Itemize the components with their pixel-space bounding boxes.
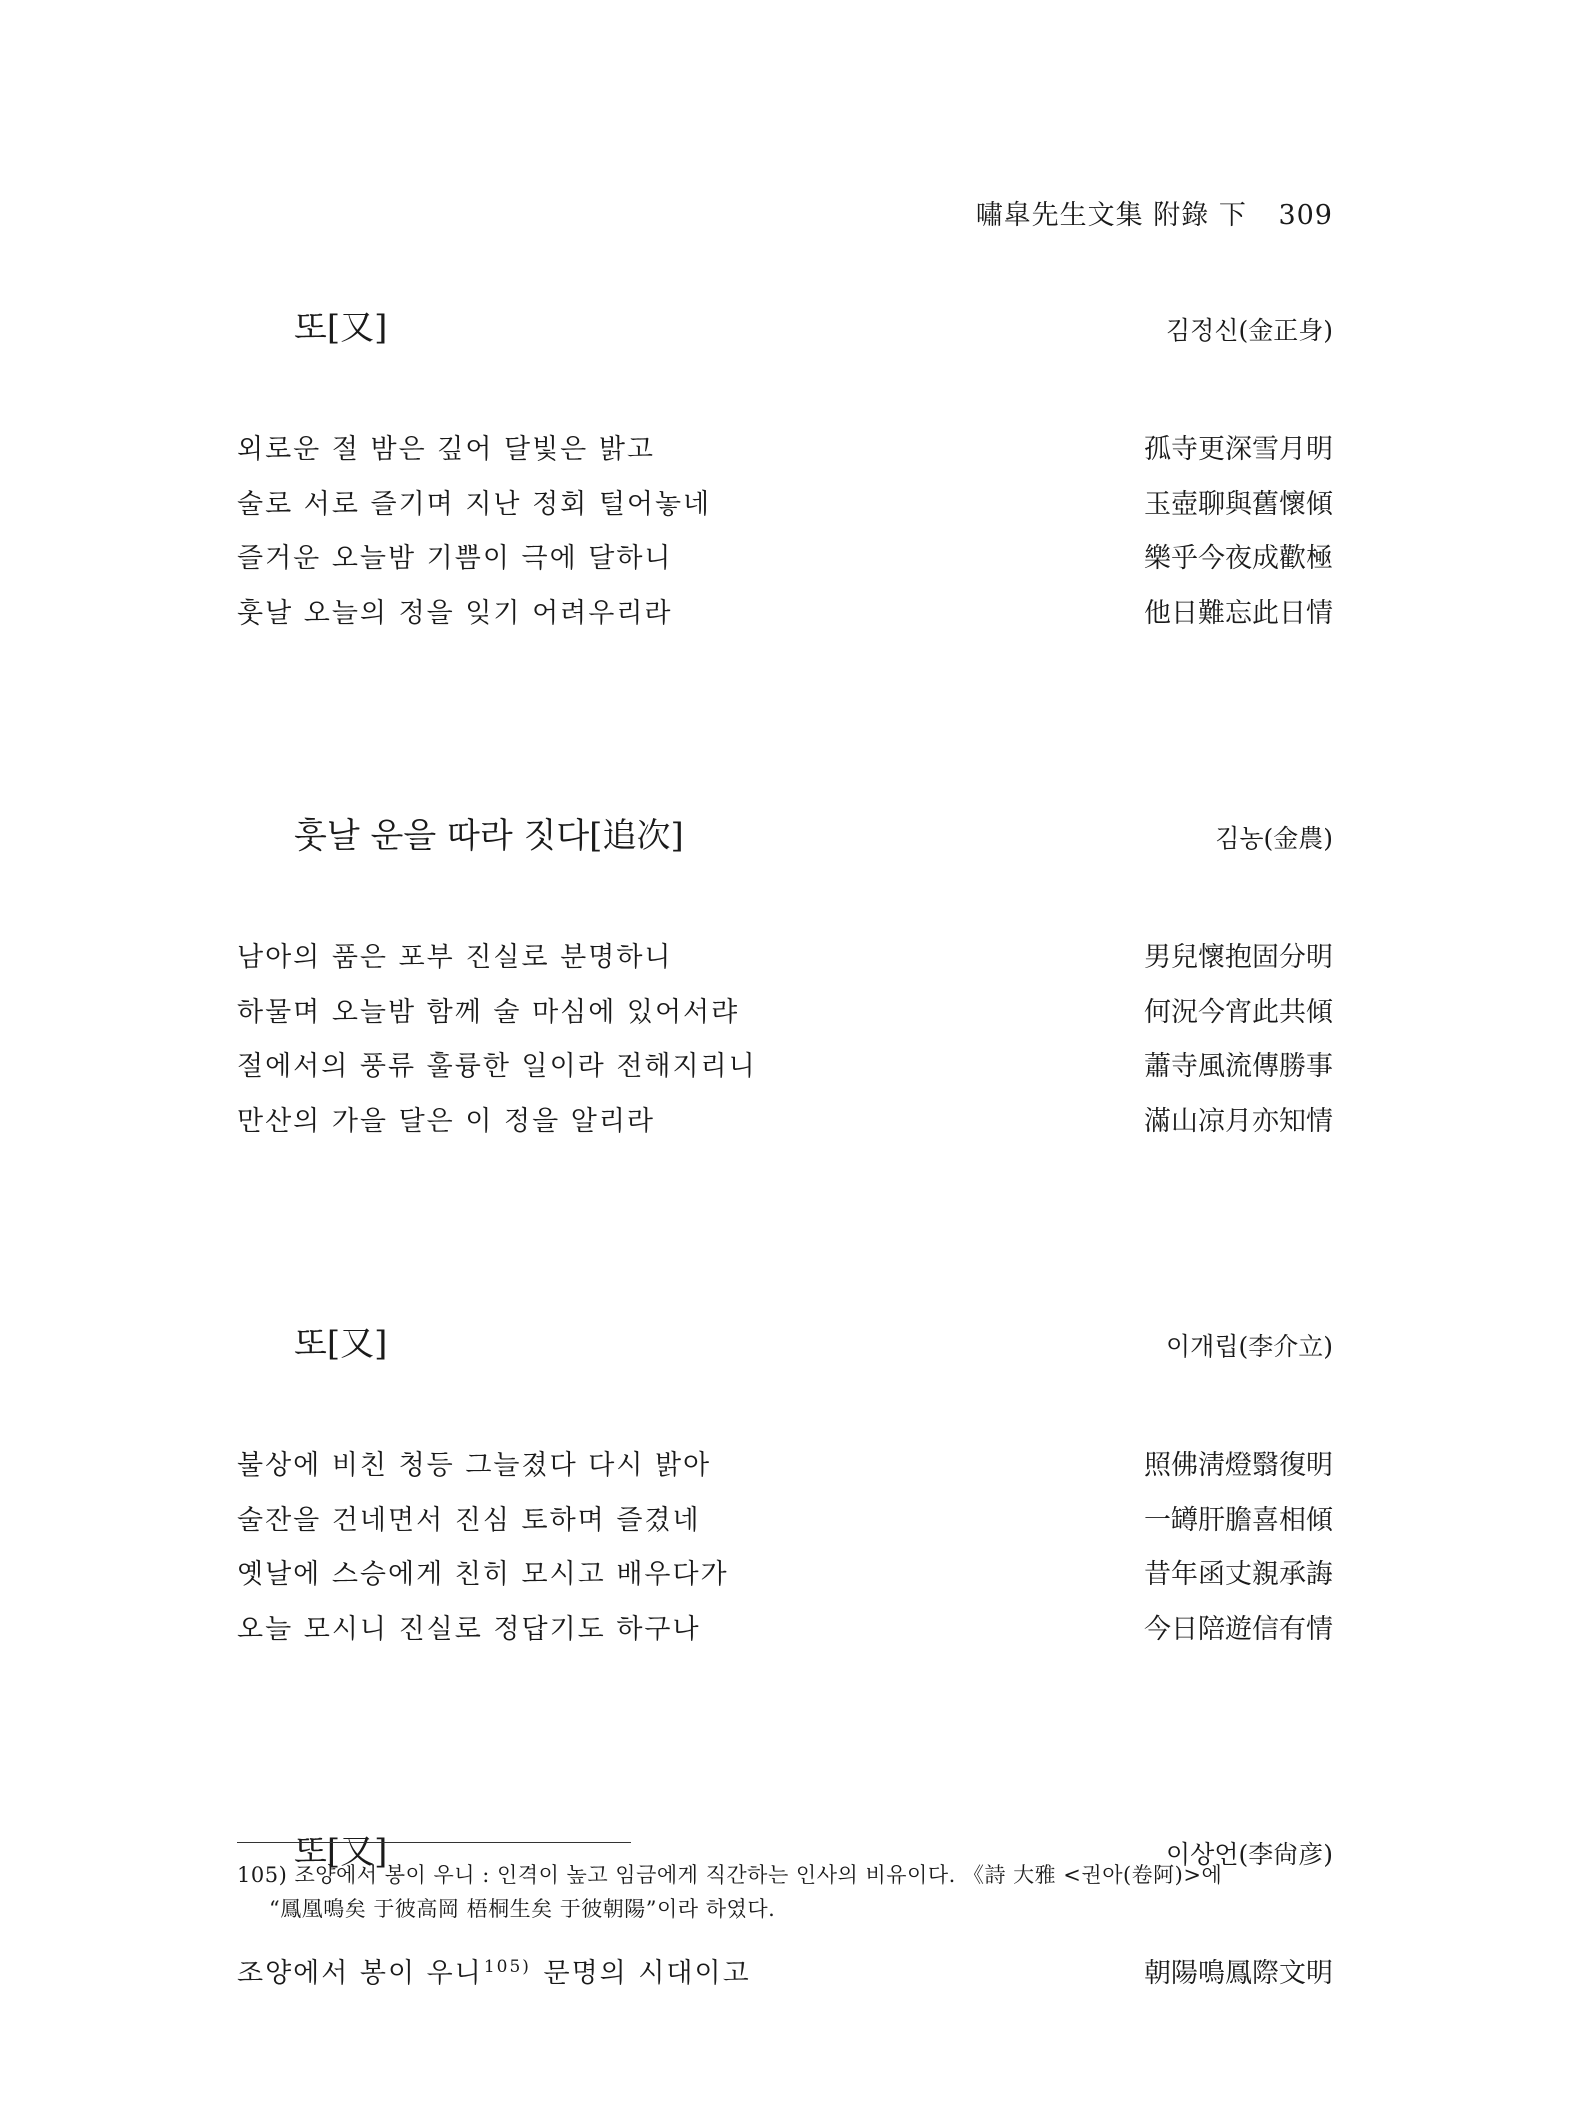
page-number: 309 [1278,200,1333,231]
running-head-title: 嘯皐先生文集 附錄 下 [975,200,1247,231]
poem-line [237,1498,1333,1553]
poem-lines [237,935,1333,1153]
poem-line [237,482,1333,537]
chinese-original: 玉壺聊與舊懷傾 [1144,488,1333,520]
poem-line [237,591,1333,646]
poem-section-2 [237,808,1333,1153]
footnote-line: “鳳凰鳴矣 于彼高岡 梧桐生矣 于彼朝陽”이라 하였다. [269,1897,776,1921]
korean-translation: 외로운 절 밤은 깊어 달빛은 밝고 [237,434,655,465]
korean-translation: 절에서의 풍류 훌륭한 일이라 전해지리니 [237,1051,757,1082]
poem-header [237,1316,1333,1376]
poem-header [237,808,1333,868]
poem-title: 또[又] [294,1324,388,1364]
footnote [237,1858,1333,1926]
chinese-original: 今日陪遊信有情 [1144,1613,1333,1645]
poem-line [237,536,1333,591]
poem-title: 훗날 운을 따라 짓다[追次] [294,816,684,856]
poem-line [237,935,1333,990]
chinese-original: 他日難忘此日情 [1144,597,1333,629]
poem-line [237,427,1333,482]
poem-author: 김농(金農) [1215,824,1333,853]
footnote-reference: 105) [483,1957,531,1977]
chinese-original: 朝陽鳴鳳際文明 [1144,1958,1333,1989]
page-body [237,300,1333,2006]
korean-translation [237,1951,751,1990]
korean-text: 문명의 시대이고 [532,1958,751,1989]
korean-translation: 훗날 오늘의 정을 잊기 어려우리라 [237,597,673,629]
poem-author: 김정신(金正身) [1166,316,1333,345]
chinese-original: 孤寺更深雪月明 [1144,434,1333,465]
korean-translation: 즐거운 오늘밤 기쁨이 극에 달하니 [237,543,673,574]
chinese-original: 照佛淸燈翳復明 [1144,1450,1333,1481]
poem-line [237,1443,1333,1498]
korean-translation: 불상에 비친 청등 그늘졌다 다시 밝아 [237,1450,712,1481]
korean-translation: 술잔을 건네면서 진심 토하며 즐겼네 [237,1504,701,1536]
poem-header [237,300,1333,360]
poem-line [237,1951,1333,2006]
poem-title: 또[又] [294,1832,388,1872]
poem-line [237,1044,1333,1099]
poem-lines [237,1443,1333,1661]
poem-author: 이상언(李尙彦) [1166,1840,1333,1869]
poem-lines [237,427,1333,645]
poem-line [237,1552,1333,1607]
poem-line [237,1607,1333,1662]
footnote-divider [237,1842,631,1843]
poem-line [237,1099,1333,1154]
footnote-line: 105) 조양에서 봉이 우니 : 인격이 높고 임금에게 직간하는 인사의 비유이다. 《詩 大雅 <권아(卷阿)>에 [237,1863,1223,1887]
running-head [976,193,1333,232]
korean-translation: 남아의 품은 포부 진실로 분명하니 [237,942,673,973]
korean-translation: 하물며 오늘밤 함께 술 마심에 있어서랴 [237,996,740,1028]
poem-section-3 [237,1316,1333,1661]
korean-translation: 오늘 모시니 진실로 정답기도 하구나 [237,1613,701,1645]
korean-text: 조양에서 봉이 우니 [237,1958,483,1989]
chinese-original: 昔年函丈親承誨 [1144,1559,1333,1590]
chinese-original: 樂乎今夜成歡極 [1144,543,1333,574]
chinese-original: 蕭寺風流傳勝事 [1144,1051,1333,1082]
korean-translation: 만산의 가을 달은 이 정을 알리라 [237,1105,655,1137]
poem-author: 이개립(李介立) [1166,1332,1333,1361]
korean-translation: 옛날에 스승에게 친히 모시고 배우다가 [237,1559,729,1590]
chinese-original: 男兒懷抱固分明 [1144,942,1333,973]
chinese-original: 一罇肝膽喜相傾 [1144,1504,1333,1536]
poem-line [237,990,1333,1045]
chinese-original: 何況今宵此共傾 [1144,996,1333,1028]
chinese-original: 滿山凉月亦知情 [1144,1105,1333,1137]
korean-translation: 술로 서로 즐기며 지난 정회 털어놓네 [237,488,712,520]
poem-title: 또[又] [294,308,388,348]
poem-lines [237,1951,1333,2006]
poem-section-1 [237,300,1333,645]
